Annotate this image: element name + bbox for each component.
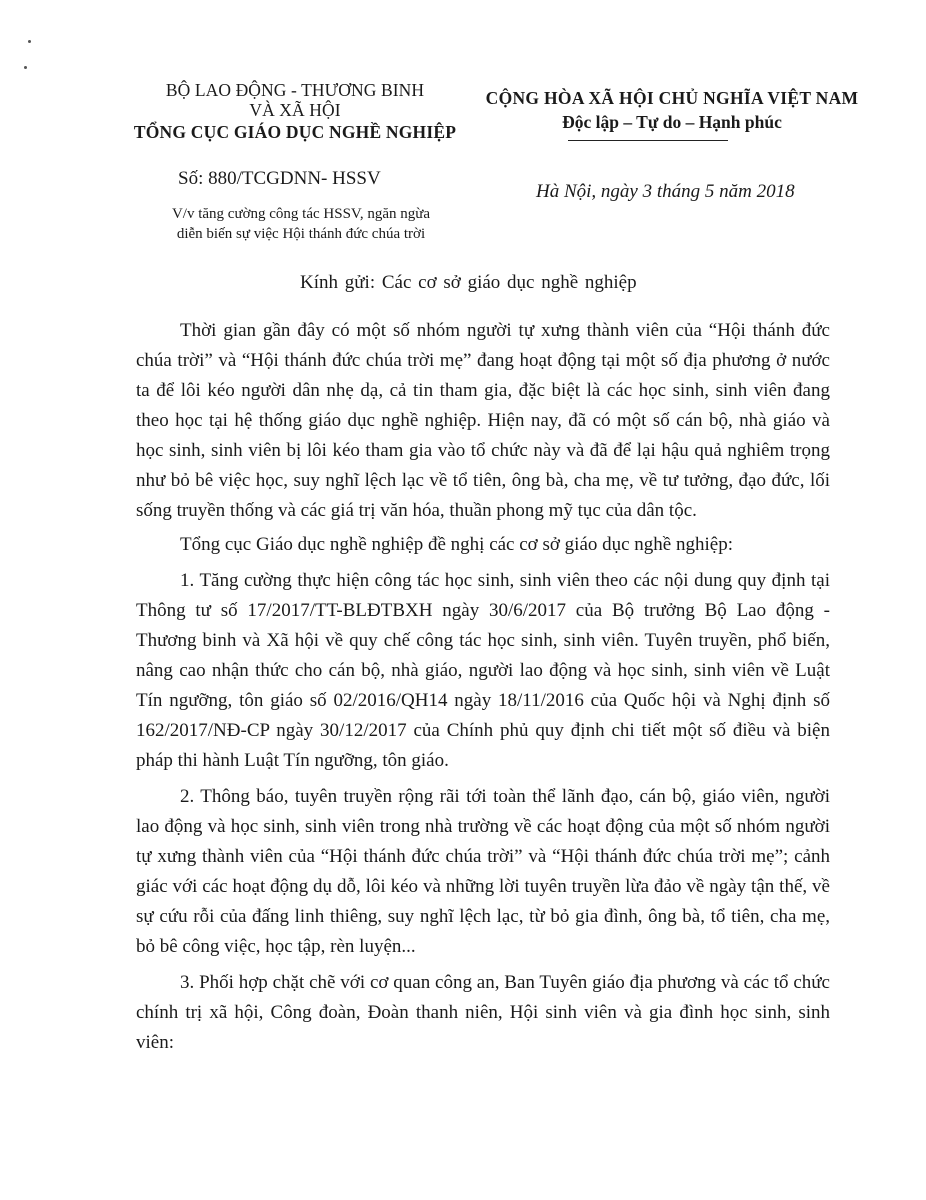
- document-subject: [130, 204, 472, 244]
- body-paragraph: Thời gian gần đây có một số nhóm người tự xưng thành viên của “Hội thánh đức chúa trời” và “Hội thánh đức chúa trời mẹ” đang hoạt động tại một số địa phương ở nước ta để lôi kéo người dân nhẹ dạ, cả tin tham gia, đặc biệt là các học sinh, sinh viên đang theo học tại hệ thống giáo dục nghề nghiệp. Hiện nay, đã có một số cán bộ, nhà giáo và học sinh, sinh viên bị lôi kéo tham gia vào tổ chức này và đã để lại hậu quả nghiêm trọng như bỏ bê việc học, suy nghĩ lệch lạc về tổ tiên, ông bà, cha mẹ, về tư tưởng, đạo đức, lối sống truyền thống và các giá trị văn hóa, thuần phong mỹ tục của dân tộc.: [136, 320, 830, 521]
- body-paragraph: 3. Phối hợp chặt chẽ với cơ quan công an, Ban Tuyên giáo địa phương và các tổ chức chính trị xã hội, Công đoàn, Đoàn thanh niên, Hội sinh viên và gia đình học sinh, sinh viên:: [136, 972, 830, 1053]
- scan-speck: [28, 40, 31, 43]
- scan-speck: [24, 66, 27, 69]
- issuing-agency-block: [120, 80, 470, 144]
- document-number: Số: 880/TCGDNN- HSSV: [178, 168, 381, 189]
- country-name: CỘNG HÒA XÃ HỘI CHỦ NGHĨA VIỆT NAM: [485, 88, 859, 108]
- agency-name: TỔNG CỤC GIÁO DỤC NGHỀ NGHIỆP: [133, 122, 457, 142]
- motto-underline: [568, 140, 728, 141]
- national-title-block: [472, 86, 872, 134]
- ministry-name-line2: VÀ XÃ HỘI: [249, 100, 341, 120]
- subject-line2: diễn biến sự việc Hội thánh đức chúa trời: [176, 226, 426, 242]
- body-paragraph: 2. Thông báo, tuyên truyền rộng rãi tới toàn thể lãnh đạo, cán bộ, giáo viên, người lao động và học sinh, sinh viên trong nhà trường về các hoạt động của một số nhóm người tự xưng thành viên của “Hội thánh đức chúa trời” và “Hội thánh đức chúa trời mẹ”; cảnh giác với các hoạt động dụ dỗ, lôi kéo và những lời tuyên truyền lừa đảo về ngày tận thế, về sự cứu rỗi của đấng linh thiêng, suy nghĩ lệch lạc, từ bỏ gia đình, ông bà, tổ tiên, cha mẹ, bỏ bê công việc, học tập, rèn luyện...: [136, 786, 830, 957]
- national-motto: Độc lập – Tự do – Hạnh phúc: [562, 112, 782, 132]
- subject-line1: V/v tăng cường công tác HSSV, ngăn ngừa: [171, 206, 431, 222]
- recipient-line: Kính gửi: Các cơ sở giáo dục nghề nghiệp: [300, 272, 637, 293]
- ministry-name-line1: BỘ LAO ĐỘNG - THƯƠNG BINH: [165, 80, 425, 100]
- document-body: [136, 316, 830, 1064]
- body-paragraph: Tổng cục Giáo dục nghề nghiệp đề nghị các cơ sở giáo dục nghề nghiệp:: [180, 534, 733, 555]
- body-paragraph: 1. Tăng cường thực hiện công tác học sinh, sinh viên theo các nội dung quy định tại Thông tư số 17/2017/TT-BLĐTBXH ngày 30/6/2017 của Bộ trưởng Bộ Lao động - Thương binh và Xã hội về quy chế công tác học sinh, sinh viên. Tuyên truyền, phổ biến, nâng cao nhận thức cho cán bộ, nhà giáo, người lao động và học sinh, sinh viên về Luật Tín ngưỡng, tôn giáo số 02/2016/QH14 ngày 18/11/2016 của Quốc hội và Nghị định số 162/2017/NĐ-CP ngày 30/12/2017 của Chính phủ quy định chi tiết một số điều và biện pháp thi hành Luật Tín ngưỡng, tôn giáo.: [136, 570, 830, 771]
- place-and-date: Hà Nội, ngày 3 tháng 5 năm 2018: [536, 181, 795, 202]
